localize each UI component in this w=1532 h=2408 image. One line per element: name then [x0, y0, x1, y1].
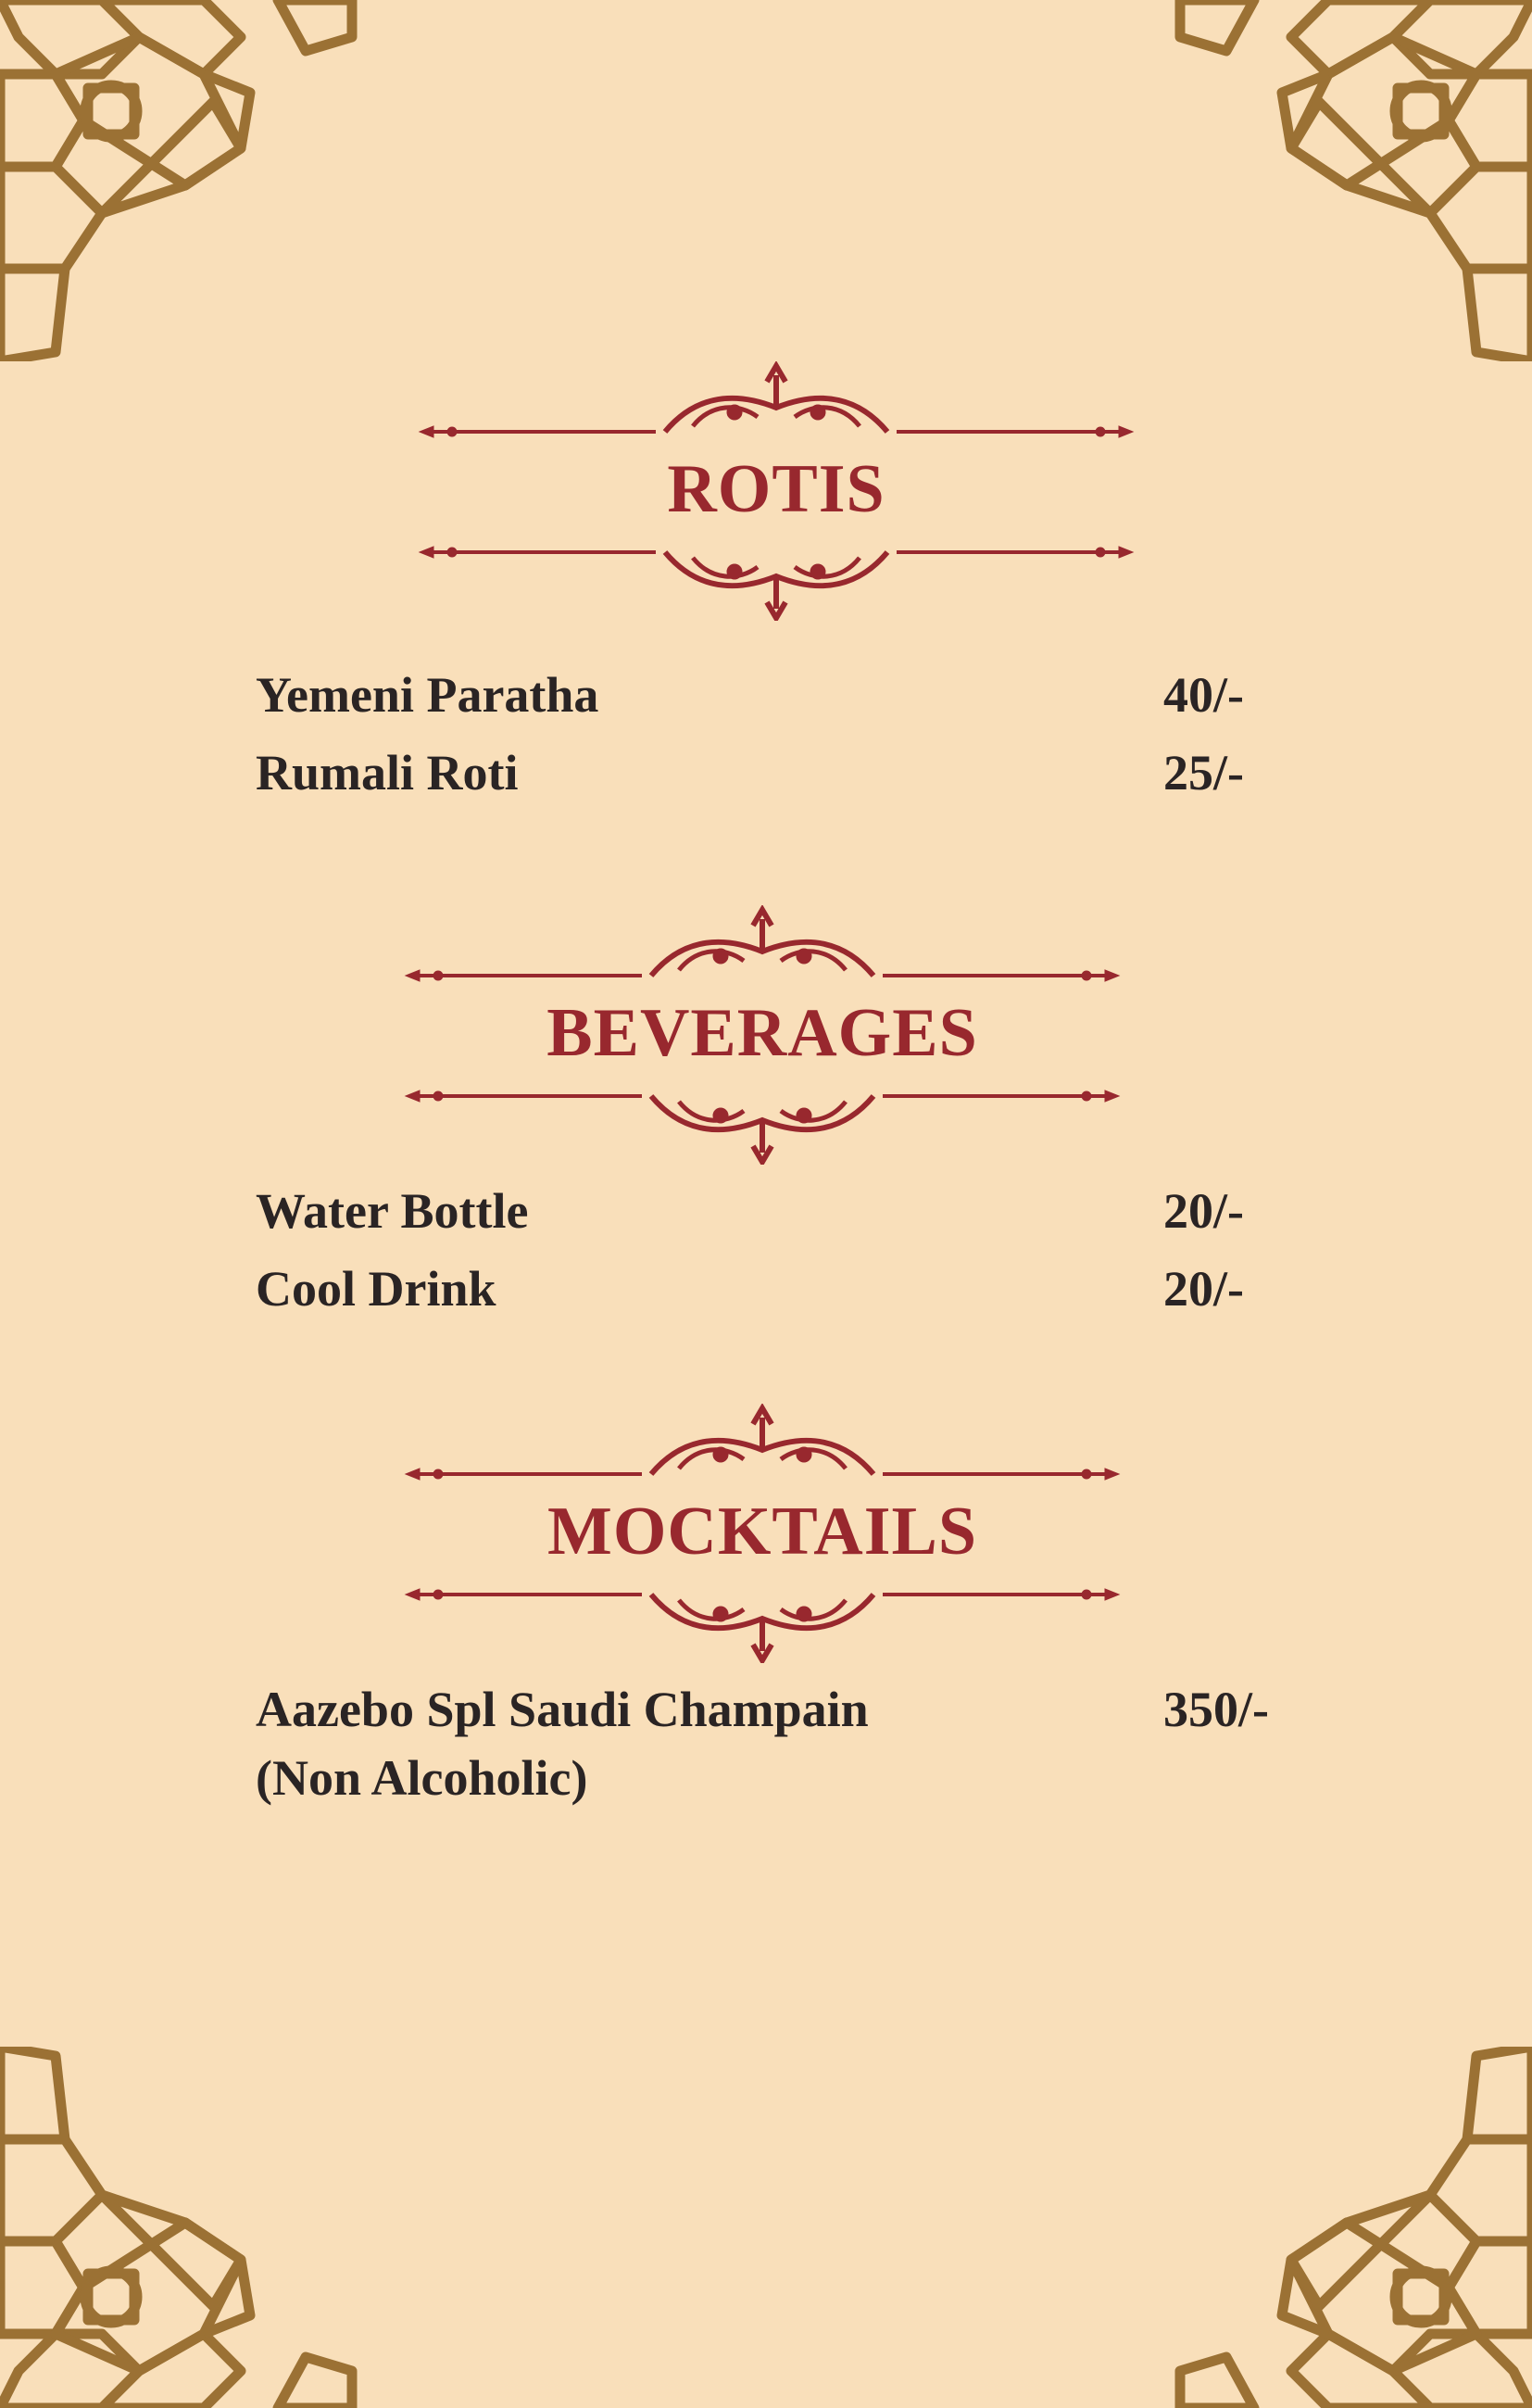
section-header [401, 1404, 1124, 1663]
item-price: 40/- [1163, 667, 1244, 723]
item-name: Yemeni Paratha [256, 667, 599, 723]
item-name: (Non Alcoholic) [256, 1750, 588, 1806]
menu-item [256, 738, 1321, 815]
geometric-lattice-icon [1171, 0, 1532, 361]
geometric-lattice-icon [0, 0, 361, 361]
corner-ornament-bottom-left [0, 2047, 361, 2408]
menu-item [256, 1176, 1321, 1254]
section-header [415, 361, 1137, 621]
corner-ornament-bottom-right [1171, 2047, 1532, 2408]
corner-ornament-top-right [1171, 0, 1532, 361]
corner-ornament-top-left [0, 0, 361, 361]
item-name: Rumali Roti [256, 745, 519, 801]
item-name: Water Bottle [256, 1183, 529, 1239]
section-title: ROTIS [667, 451, 885, 527]
item-price: 350/- [1163, 1682, 1269, 1737]
item-price: 20/- [1163, 1183, 1244, 1239]
item-name: Cool Drink [256, 1261, 496, 1317]
geometric-lattice-icon [0, 2047, 361, 2408]
menu-item [256, 1674, 1321, 1752]
item-price: 20/- [1163, 1261, 1244, 1317]
item-price: 25/- [1163, 745, 1244, 801]
menu-item-note [256, 1743, 1321, 1821]
menu-item [256, 660, 1321, 738]
item-name: Aazebo Spl Saudi Champain [256, 1682, 869, 1737]
section-header [401, 905, 1124, 1165]
section-title: MOCKTAILS [546, 1494, 978, 1570]
menu-item [256, 1254, 1321, 1331]
section-title: BEVERAGES [546, 995, 978, 1071]
geometric-lattice-icon [1171, 2047, 1532, 2408]
